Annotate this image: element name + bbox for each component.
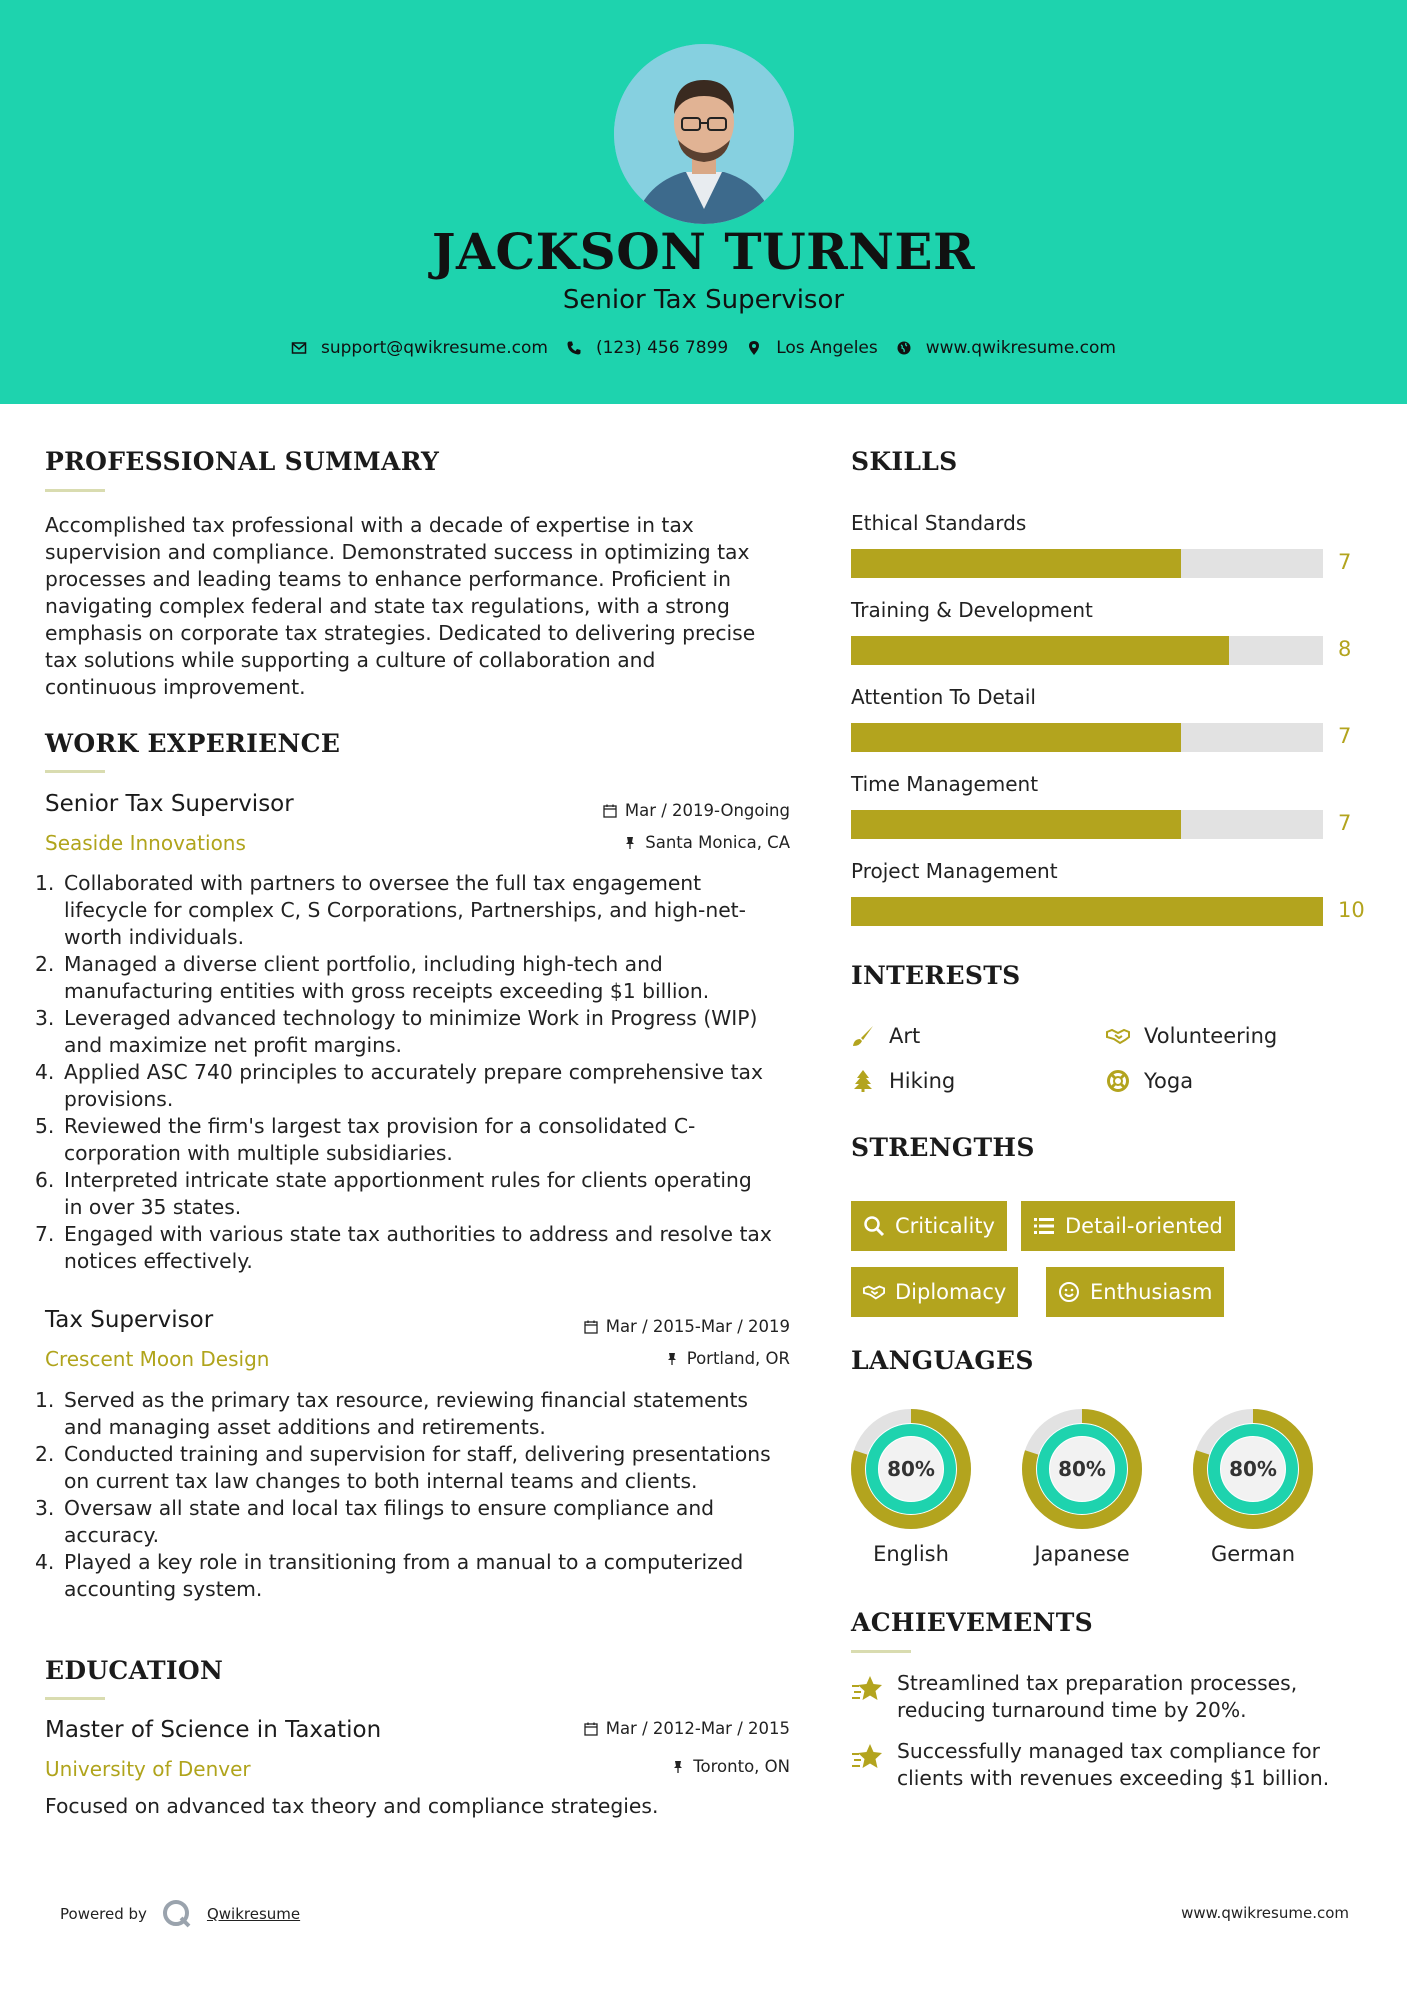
interest-hiking: Hiking xyxy=(851,1069,955,1093)
achievements-underline xyxy=(851,1650,911,1653)
language-ring xyxy=(1021,1408,1143,1530)
contact-location: Los Angeles xyxy=(746,338,878,358)
resume-header xyxy=(0,0,1407,404)
job-company: Crescent Moon Design xyxy=(45,1347,270,1371)
job-dates: Mar / 2015-Mar / 2019 xyxy=(584,1317,790,1336)
skill-label: Training & Development xyxy=(851,598,1093,622)
list-item: 5. Reviewed the firm's largest tax provision for a consolidated C- corporation with multiple subsidiaries. xyxy=(35,1114,696,1165)
language-ring xyxy=(1192,1408,1314,1530)
list-item: 1. Served as the primary tax resource, reviewing financial statements and managing asset additions and retirements. xyxy=(35,1388,748,1439)
school-name: University of Denver xyxy=(45,1757,251,1781)
footer-powered-by: Powered by Qwikresume xyxy=(60,1898,300,1930)
search-icon xyxy=(863,1215,885,1237)
skill-score: 10 xyxy=(1338,898,1365,922)
strength-tag-detail-oriented: Detail-oriented xyxy=(1021,1201,1235,1251)
education-description: Focused on advanced tax theory and compliance strategies. xyxy=(45,1794,659,1818)
job-location: Santa Monica, CA xyxy=(623,833,790,852)
strength-tag-diplomacy: Diplomacy xyxy=(851,1267,1018,1317)
skill-label: Time Management xyxy=(851,772,1039,796)
list-item: 3. Leveraged advanced technology to minimize Work in Progress (WIP) and maximize net profit margins. xyxy=(35,1006,758,1057)
skill-bar-fill xyxy=(851,810,1181,839)
map-pin-icon xyxy=(746,340,762,356)
star-icon xyxy=(851,1674,885,1704)
pin-icon xyxy=(623,836,637,850)
smile-icon xyxy=(1058,1281,1080,1303)
contact-phone[interactable]: (123) 456 7899 xyxy=(566,338,728,358)
list-item: 3. Oversaw all state and local tax filings to ensure compliance and accuracy. xyxy=(35,1496,715,1547)
interests-heading: INTERESTS xyxy=(851,961,1021,990)
brush-icon xyxy=(851,1024,875,1048)
job-title: Tax Supervisor xyxy=(45,1307,214,1333)
handshake-icon xyxy=(1106,1024,1130,1048)
language-percent: 80% xyxy=(1058,1457,1106,1481)
education-heading: EDUCATION xyxy=(45,1656,224,1685)
pin-icon xyxy=(671,1760,685,1774)
list-icon xyxy=(1033,1215,1055,1237)
interest-volunteering: Volunteering xyxy=(1106,1024,1277,1048)
job-company: Seaside Innovations xyxy=(45,831,246,855)
envelope-icon xyxy=(291,340,307,356)
skill-bar-fill xyxy=(851,897,1323,926)
contact-bar xyxy=(0,338,1407,358)
job-bullets xyxy=(35,1387,771,1603)
qwikresume-link[interactable]: Qwikresume xyxy=(206,1905,301,1923)
skill-score: 7 xyxy=(1338,811,1352,835)
profile-photo xyxy=(614,44,794,224)
languages-heading: LANGUAGES xyxy=(851,1346,1034,1375)
language-percent: 80% xyxy=(1229,1457,1277,1481)
language-label: English xyxy=(873,1542,949,1566)
experience-heading: WORK EXPERIENCE xyxy=(45,729,341,758)
education-underline xyxy=(45,1697,105,1700)
interest-art: Art xyxy=(851,1024,920,1048)
education-dates: Mar / 2012-Mar / 2015 xyxy=(584,1719,790,1738)
star-icon xyxy=(851,1742,885,1772)
skill-score: 8 xyxy=(1338,637,1352,661)
globe-icon xyxy=(896,340,912,356)
summary-text: Accomplished tax professional with a decade of expertise in tax supervision and compliance. Demonstrated success in optimizing tax processes and leading teams to enhance performance. Proficient in navigating complex federal and state tax regulations, with a strong emphasis on corporate tax strategies. Dedicated to delivering precise tax solutions while supporting a culture of collaboration and continuous improvement. xyxy=(45,513,756,699)
skill-bar-track xyxy=(851,636,1323,665)
language-ring xyxy=(850,1408,972,1530)
calendar-icon xyxy=(584,1722,598,1736)
list-item: 1. Collaborated with partners to oversee the full tax engagement lifecycle for complex C, S Corporations, Partnerships, and high-net- worth individuals. xyxy=(35,871,746,949)
summary-underline xyxy=(45,489,105,492)
skill-bar-fill xyxy=(851,549,1181,578)
skill-label: Attention To Detail xyxy=(851,685,1036,709)
job-dates: Mar / 2019-Ongoing xyxy=(603,801,790,820)
skill-score: 7 xyxy=(1338,724,1352,748)
summary-heading: PROFESSIONAL SUMMARY xyxy=(45,447,440,476)
footer-website-link[interactable]: www.qwikresume.com xyxy=(1181,1904,1349,1922)
list-item: 6. Interpreted intricate state apportionment rules for clients operating in over 35 states. xyxy=(35,1168,752,1219)
achievement-item: Streamlined tax preparation processes, reducing turnaround time by 20%. xyxy=(851,1670,1297,1724)
list-item: 4. Played a key role in transitioning from a manual to a computerized accounting system. xyxy=(35,1550,744,1601)
skill-bar-track xyxy=(851,810,1323,839)
interest-yoga: Yoga xyxy=(1106,1069,1193,1093)
phone-icon xyxy=(566,340,582,356)
list-item: 7. Engaged with various state tax authorities to address and resolve tax notices effectively. xyxy=(35,1222,772,1273)
skill-label: Project Management xyxy=(851,859,1058,883)
contact-website[interactable]: www.qwikresume.com xyxy=(896,338,1116,358)
job-location: Portland, OR xyxy=(665,1349,790,1368)
tree-icon xyxy=(851,1069,875,1093)
experience-underline xyxy=(45,770,105,773)
language-label: German xyxy=(1210,1542,1296,1566)
strength-tag-enthusiasm: Enthusiasm xyxy=(1046,1267,1224,1317)
job-title: Senior Tax Supervisor xyxy=(45,791,294,817)
qwikresume-logo-icon xyxy=(161,1898,193,1930)
skill-score: 7 xyxy=(1338,550,1352,574)
strengths-heading: STRENGTHS xyxy=(851,1133,1035,1162)
calendar-icon xyxy=(584,1320,598,1334)
list-item: 2. Managed a diverse client portfolio, including high-tech and manufacturing entities with gross receipts exceeding $1 billion. xyxy=(35,952,710,1003)
language-label: Japanese xyxy=(1034,1542,1130,1566)
skill-label: Ethical Standards xyxy=(851,511,1027,535)
language-percent: 80% xyxy=(887,1457,935,1481)
skill-bar-fill xyxy=(851,723,1181,752)
achievement-item: Successfully managed tax compliance for clients with revenues exceeding $1 billion. xyxy=(851,1738,1329,1792)
skills-heading: SKILLS xyxy=(851,447,958,476)
pin-icon xyxy=(665,1352,679,1366)
degree-title: Master of Science in Taxation xyxy=(45,1717,382,1743)
candidate-name: JACKSON TURNER xyxy=(431,222,976,281)
list-item: 2. Conducted training and supervision for staff, delivering presentations on current tax law changes to both internal teams and clients. xyxy=(35,1442,771,1493)
achievements-heading: ACHIEVEMENTS xyxy=(851,1608,1093,1637)
job-bullets xyxy=(35,870,772,1275)
strength-tag-criticality: Criticality xyxy=(851,1201,1007,1251)
list-item: 4. Applied ASC 740 principles to accurately prepare comprehensive tax provisions. xyxy=(35,1060,763,1111)
contact-email[interactable]: support@qwikresume.com xyxy=(291,338,548,358)
skill-bar-fill xyxy=(851,636,1229,665)
skill-bar-track xyxy=(851,897,1323,926)
lifebuoy-icon xyxy=(1106,1069,1130,1093)
handshake-icon xyxy=(863,1281,885,1303)
skill-bar-track xyxy=(851,723,1323,752)
education-location: Toronto, ON xyxy=(671,1757,790,1776)
calendar-icon xyxy=(603,804,617,818)
skill-bar-track xyxy=(851,549,1323,578)
candidate-title: Senior Tax Supervisor xyxy=(562,285,845,315)
